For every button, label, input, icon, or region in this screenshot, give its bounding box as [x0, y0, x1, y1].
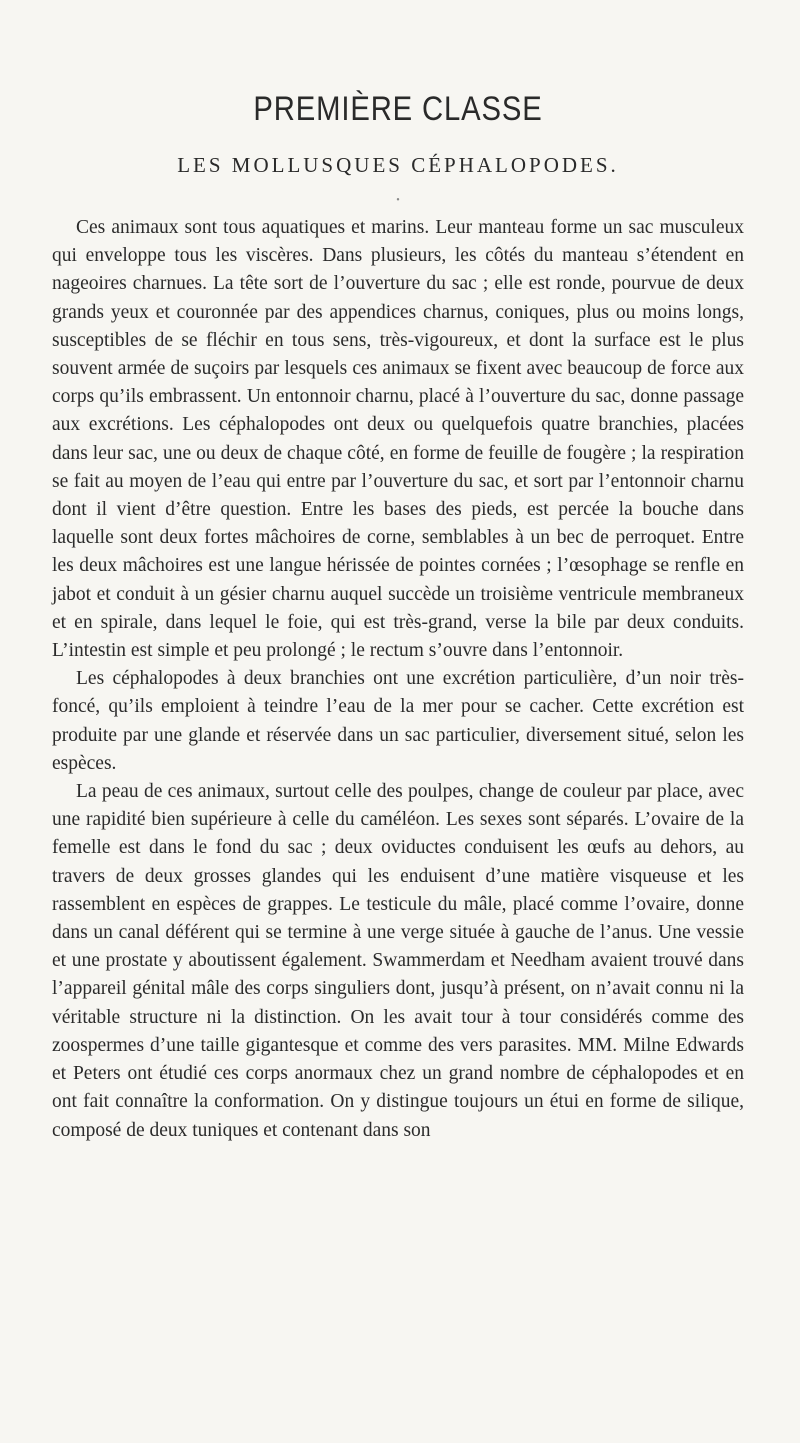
- paragraph-skin-reproduction: La peau de ces animaux, surtout celle des poulpes, change de couleur par place, avec une rapidité bien supérieure à celle du caméléon. Les sexes sont séparés. L’ovaire de la femelle est dans le fond du sac ; deux oviductes conduisent les œufs au dehors, au travers de deux grosses glandes qui les enduisent d’une matière visqueuse et les rassemblent en espèces de grappes. Le testicule du mâle, placé comme l’ovaire, donne dans un canal déférent qui se termine à une verge située à gauche de l’anus. Une vessie et une prostate y aboutissent également. Swammerdam et Needham avaient trouvé dans l’appareil génital mâle des corps singuliers dont, jusqu’à présent, on n’avait connu ni la véritable structure ni la distinction. On les avait tour à tour considérés comme des zoospermes d’une taille gigantesque et comme des vers parasites. MM. Milne Edwards et Peters ont étudié ces corps anormaux chez un grand nombre de céphalopodes et en ont fait connaître la conformation. On y distingue toujours un étui en forme de silique, composé de deux tuniques et contenant dans son: [52, 781, 744, 1141]
- separator-dot: •: [396, 195, 400, 206]
- paragraph-ink: Les céphalopodes à deux branchies ont une excrétion particulière, d’un noir très-foncé, qu’ils emploient à teindre l’eau de la mer pour se cacher. Cette excrétion est produite par une glande et réservée dans un sac particulier, diversement situé, selon les espèces.: [52, 668, 744, 774]
- class-title: PREMIÈRE CLASSE: [253, 90, 543, 128]
- paragraph-anatomy: Ces animaux sont tous aquatiques et marins. Leur manteau forme un sac musculeux qui enveloppe tous les viscères. Dans plusieurs, les côtés du manteau s’étendent en nageoires charnues. La tête sort de l’ouverture du sac ; elle est ronde, pourvue de deux grands yeux et couronnée par des appendices charnus, coniques, plus ou moins longs, susceptibles de se fléchir en tous sens, très-vigoureux, et dont la surface est le plus souvent armée de suçoirs par lesquels ces animaux se fixent avec beaucoup de force aux corps qu’ils embrassent. Un entonnoir charnu, placé à l’ouverture du sac, donne passage aux excrétions. Les céphalopodes ont deux ou quelquefois quatre branchies, placées dans leur sac, une ou deux de chaque côté, en forme de feuille de fougère ; la respiration se fait au moyen de l’eau qui entre par l’ouverture du sac, et sort par l’entonnoir charnu dont il vient d’être question. Entre les bases des pieds, est percée la bouche dans laquelle sont deux fortes mâchoires de corne, semblables à un bec de perroquet. Entre les deux mâchoires est une langue hérissée de pointes cornées ; l’œsophage se renfle en jabot et conduit à un gésier charnu auquel succède un troisième ventricule membraneux et en spirale, dans lequel le foie, qui est très-grand, verse la bile par deux conduits. L’intestin est simple et peu prolongé ; le rectum s’ouvre dans l’entonnoir.: [52, 217, 744, 662]
- body-text: [52, 214, 744, 1145]
- section-title: LES MOLLUSQUES CÉPHALOPODES.: [177, 153, 619, 177]
